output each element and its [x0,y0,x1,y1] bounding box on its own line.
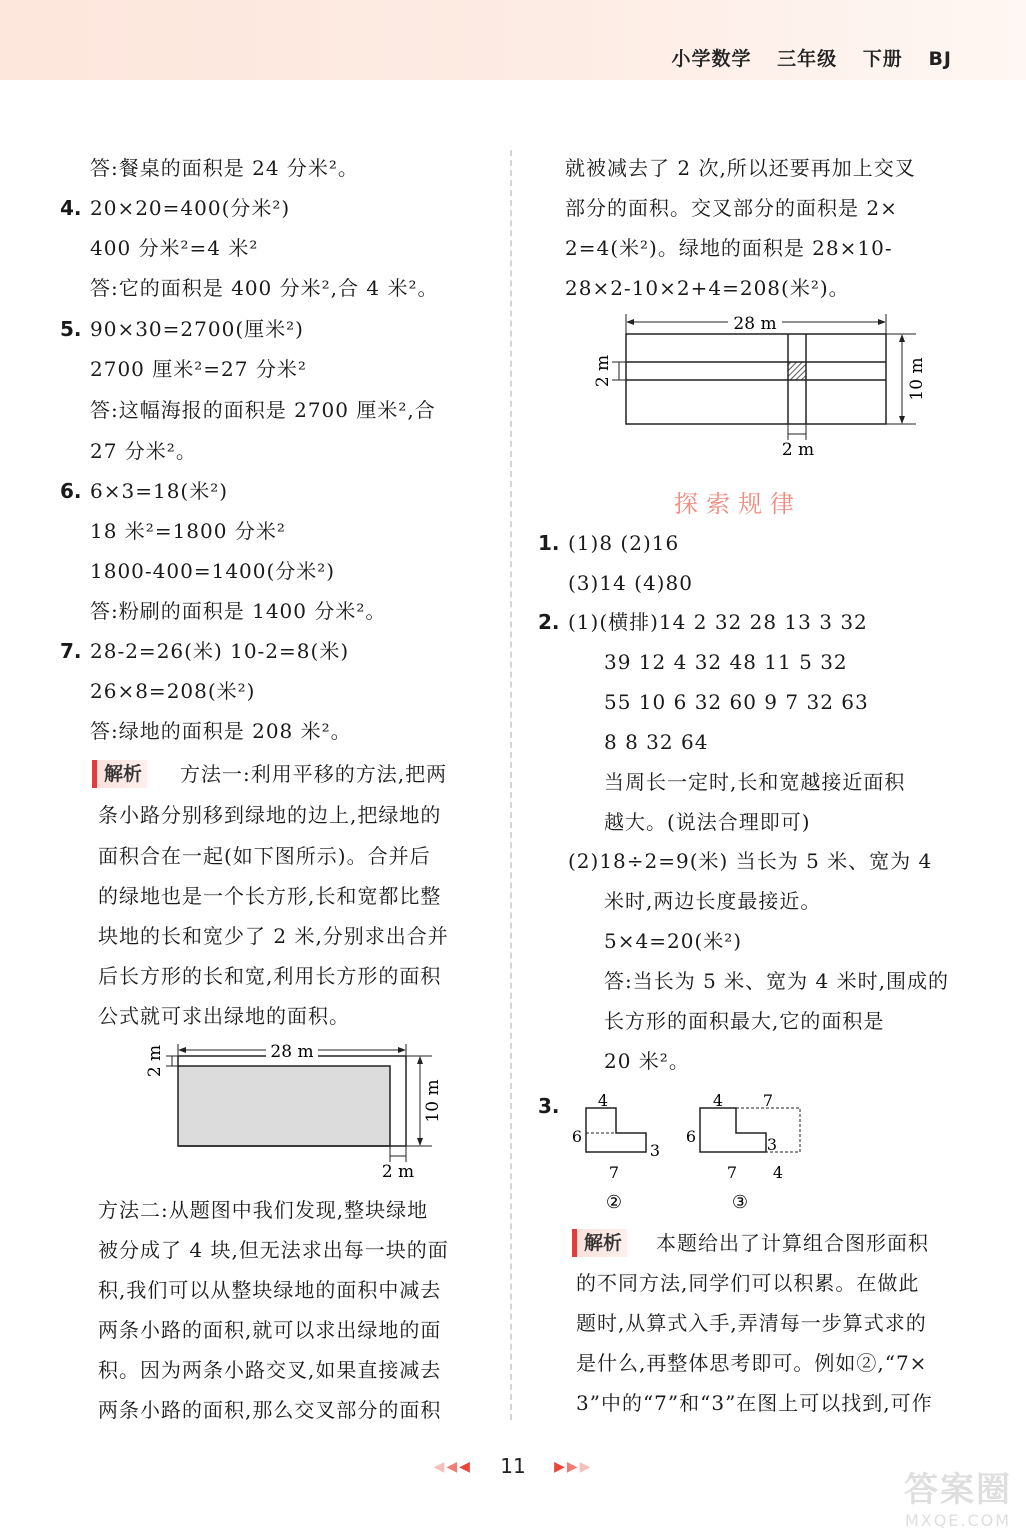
figure-shape-3 [680,1090,830,1220]
arrowhead [899,334,905,342]
shape2-bottom-label: 7 [608,1163,620,1182]
analysis-line: 被分成了 4 块,但无法求出每一块的面 [98,1238,449,1262]
header-volume: 下册 [862,48,903,70]
answer-line: 长方形的面积最大,它的面积是 [604,1009,885,1033]
equation-line: 90×30=2700(厘米²) [90,317,304,341]
answer-line: 当周长一定时,长和宽越接近面积 [604,770,906,794]
fig2-top-label: 28 m [733,314,777,334]
question-number: 2. [538,610,560,634]
answer-line: (1)8 (2)16 [568,531,680,555]
answer-line: 越大。(说法合理即可) [604,810,811,834]
arrowhead [417,1138,423,1146]
answer-row: 8 8 32 64 [604,730,709,754]
watermark [904,1462,1012,1530]
arrowhead [878,319,886,325]
arrowhead [398,1047,406,1053]
watermark-url: MXQE.COM [904,1511,1012,1530]
answer-line: 答:绿地的面积是 208 米²。 [90,719,352,743]
intersection-hatched [788,362,806,380]
answer-row: 55 10 6 32 60 9 7 32 63 [604,690,869,714]
answer-line: 27 分米²。 [90,439,197,463]
equation-line: 28-2=26(米) 10-2=8(米) [90,639,350,663]
question-number: 4. [60,196,82,220]
answer-row: 39 12 4 32 48 11 5 32 [604,650,848,674]
shape3-topright-label: 7 [762,1091,774,1110]
analysis-line: 的绿地也是一个长方形,长和宽都比整 [98,884,442,908]
header-grade: 三年级 [777,48,838,70]
section-title: 探索规律 [674,490,802,518]
analysis-line: 本题给出了计算组合图形面积 [656,1231,929,1255]
l-shape-outline [700,1108,766,1152]
analysis-tag: 解析 [572,1229,627,1257]
analysis-line: 积,我们可以从整块绿地的面积中减去 [98,1278,442,1302]
question-number: 7. [60,639,82,663]
shape2-circled-label: ② [605,1192,623,1213]
answer-line: (3)14 (4)80 [568,571,693,595]
analysis-line: 题时,从算式入手,弄清每一步算式求的 [576,1311,927,1335]
analysis-line: 条小路分别移到绿地的边上,把绿地的 [98,803,442,827]
arrowhead [417,1056,423,1064]
analysis-tag: 解析 [92,760,147,788]
figure-shape-2 [566,1090,676,1220]
answer-row: (1)(横排)14 2 32 28 13 3 32 [568,610,868,634]
analysis-line: 两条小路的面积,那么交叉部分的面积 [98,1398,442,1422]
analysis-line: 2=4(米²)。绿地的面积是 28×10- [565,236,893,260]
header-subject: 小学数学 [671,48,752,70]
equation-line: 18 米²=1800 分米² [90,519,286,543]
shape3-top-label: 4 [712,1091,724,1110]
figure-lawn-with-roads [588,310,938,470]
column-divider [510,150,512,1420]
shape3-right-label: 3 [766,1135,778,1154]
question-number: 3. [538,1094,560,1118]
shape2-left-label: 6 [571,1127,583,1146]
shape2-top-label: 4 [597,1091,609,1110]
equation-line: 400 分米²=4 米² [90,236,259,260]
fig1-right-label: 10 m [423,1079,443,1123]
fig1-left-label: 2 m [145,1044,165,1078]
equation-line: 1800-400=1400(分米²) [90,559,336,583]
shape3-bottomright-label: 4 [772,1163,784,1182]
answer-line: 答:当长为 5 米、宽为 4 米时,围成的 [604,969,949,993]
shape3-left-label: 6 [685,1127,697,1146]
left-arrows-icon: ◀◀◀ [433,1459,472,1475]
page-number: 11 [500,1454,526,1478]
arrowhead [626,319,634,325]
lawn-shaded-rect [178,1066,390,1146]
fig2-bottom-label: 2 m [781,440,815,460]
fig2-right-label: 10 m [907,357,927,401]
equation-line: 26×8=208(米²) [90,679,256,703]
analysis-line: 方法一:利用平移的方法,把两 [180,762,448,786]
l-shape-outline [586,1108,646,1152]
analysis-line: 公式就可求出绿地的面积。 [98,1004,350,1028]
watermark-logo-text: 答案圈 [904,1470,1012,1510]
analysis-line: 面积合在一起(如下图所示)。合并后 [98,844,431,868]
analysis-line: 的不同方法,同学们可以积累。在做此 [576,1271,920,1295]
page-footer [0,1454,1026,1478]
right-arrows-icon: ▶▶▶ [554,1459,593,1475]
analysis-line: 部分的面积。交叉部分的面积是 2× [565,196,898,220]
arrowhead [899,416,905,424]
fig1-top-label: 28 m [270,1042,314,1062]
question-number: 6. [60,479,82,503]
book-header [654,44,952,71]
figure-merged-lawn [136,1038,446,1183]
arrowhead [178,1047,186,1053]
analysis-line: 28×2-10×2+4=208(米²)。 [565,276,850,300]
shape3-circled-label: ③ [731,1192,749,1213]
answer-line: 答:餐桌的面积是 24 分米²。 [90,156,359,180]
question-number: 5. [60,317,82,341]
answer-line: 米时,两边长度最接近。 [604,889,822,913]
answer-line: 答:这幅海报的面积是 2700 厘米²,合 [90,398,436,422]
analysis-line: 就被减去了 2 次,所以还要再加上交叉 [565,156,916,180]
analysis-line: 两条小路的面积,就可以求出绿地的面 [98,1318,442,1342]
analysis-line: 积。因为两条小路交叉,如果直接减去 [98,1358,442,1382]
equation-line: 20×20=400(分米²) [90,196,291,220]
answer-line: 20 米²。 [604,1049,690,1073]
question-number: 1. [538,531,560,555]
equation-line: 5×4=20(米²) [604,929,743,953]
analysis-line: 块地的长和宽少了 2 米,分别求出合并 [98,924,449,948]
analysis-line: 是什么,再整体思考即可。例如②,“7× [576,1351,928,1375]
lawn-rect [626,334,886,424]
analysis-line: 后长方形的长和宽,利用长方形的面积 [98,964,442,988]
analysis-line: 3”中的“7”和“3”在图上可以找到,可作 [576,1391,933,1415]
answer-line: 答:它的面积是 400 分米²,合 4 米²。 [90,276,439,300]
shape3-bottom-label: 7 [726,1163,738,1182]
fig2-left-label: 2 m [593,354,613,388]
equation-line: 6×3=18(米²) [90,479,229,503]
fig1-bottom-label: 2 m [381,1162,415,1182]
answer-line: 答:粉刷的面积是 1400 分米²。 [90,599,387,623]
header-edition: BJ [928,48,952,70]
analysis-line: 方法二:从题图中我们发现,整块绿地 [98,1198,429,1222]
answer-line: (2)18÷2=9(米) 当长为 5 米、宽为 4 [568,849,933,873]
equation-line: 2700 厘米²=27 分米² [90,357,307,381]
shape2-right-label: 3 [649,1141,661,1160]
